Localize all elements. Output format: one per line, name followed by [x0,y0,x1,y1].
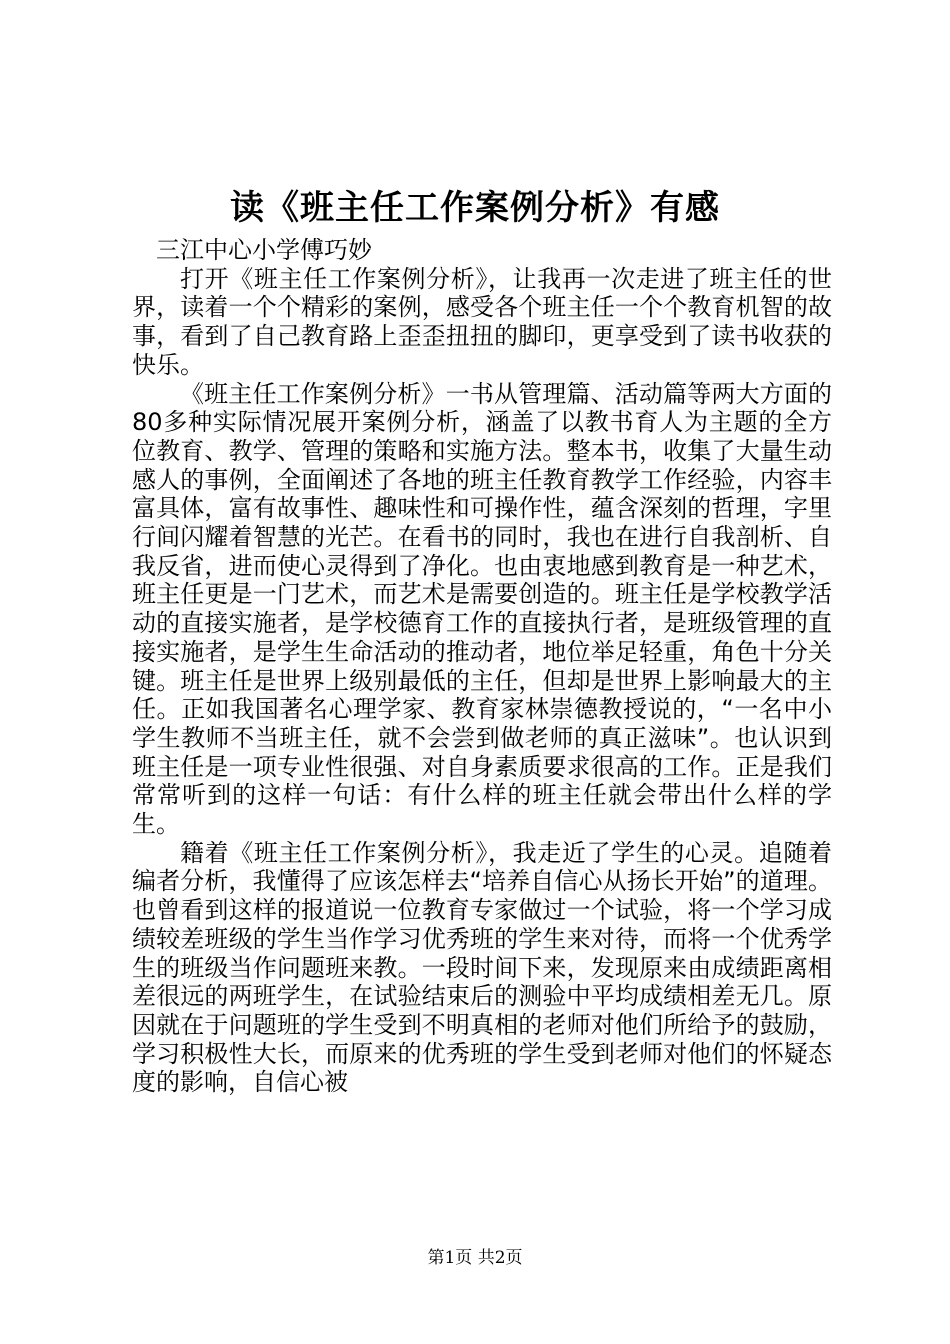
page-footer: 第1页 共2页 [427,1248,523,1268]
document-body [132,236,832,1097]
paragraph-1: 打开《班主任工作案例分析》，让我再一次走进了班主任的世界，读着一个个精彩的案例，感受各个班主任一个个教育机智的故事，看到了自己教育路上歪歪扭扭的脚印，更享受到了读书收获的快乐。 [132,264,832,379]
paragraph-2: 《班主任工作案例分析》一书从管理篇、活动篇等两大方面的80多种实际情况展开案例分析，涵盖了以教书育人为主题的全方位教育、教学、管理的策略和实施方法。整本书，收集了大量生动感人的事例，全面阐述了各地的班主任教育教学工作经验，内容丰富具体，富有故事性、趣味性和可操作性，蕴含深刻的哲理，字里行间闪耀着智慧的光芒。在看书的同时，我也在进行自我剖析、自我反省，进而使心灵得到了净化。也由衷地感到教育是一种艺术，班主任更是一门艺术，而艺术是需要创造的。班主任是学校教学活动的直接实施者，是学校德育工作的直接执行者，是班级管理的直接实施者，是学生生命活动的推动者，地位举足轻重，角色十分关键。班主任是世界上级别最低的主任，但却是世界上影响最大的主任。正如我国著名心理学家、教育家林崇德教授说的，“一名中小学生教师不当班主任，就不会尝到做老师的真正滋味”。也认识到班主任是一项专业性很强、对自身素质要求很高的工作。正是我们常常听到的这样一句话：有什么样的班主任就会带出什么样的学生。 [132,379,832,839]
document-title: 读《班主任工作案例分析》有感 [230,188,720,228]
author-line: 三江中心小学傅巧妙 [156,236,372,264]
paragraph-3: 籍着《班主任工作案例分析》，我走近了学生的心灵。追随着编者分析，我懂得了应该怎样去“培养自信心从扬长开始”的道理。也曾看到这样的报道说一位教育专家做过一个试验，将一个学习成绩较差班级的学生当作学习优秀班的学生来对待，而将一个优秀学生的班级当作问题班来教。一段时间下来，发现原来由成绩距离相差很远的两班学生，在试验结束后的测验中平均成绩相差无几。原因就在于问题班的学生受到不明真相的老师对他们所给予的鼓励，学习积极性大长，而原来的优秀班的学生受到老师对他们的怀疑态度的影响，自信心被 [132,838,832,1097]
